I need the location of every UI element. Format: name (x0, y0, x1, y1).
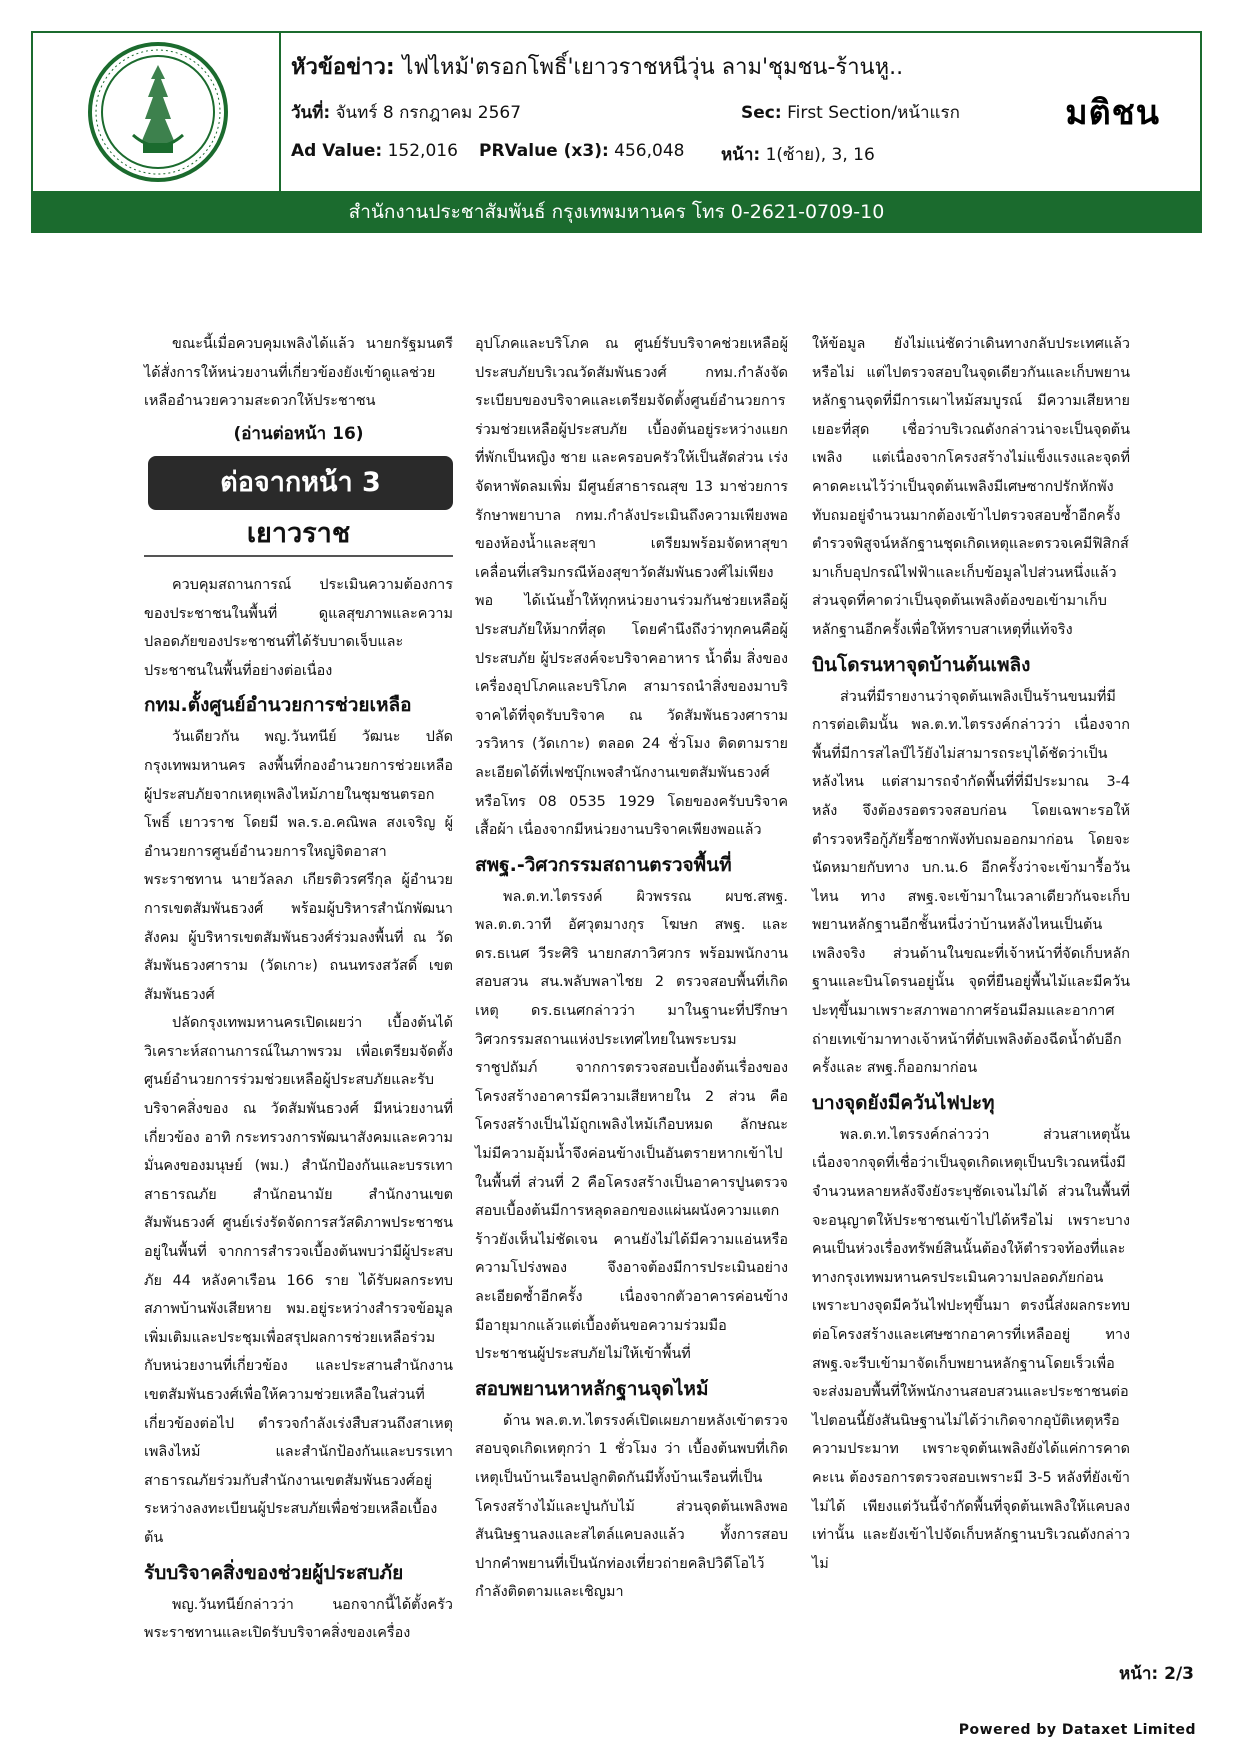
paragraph: ปลัดกรุงเทพมหานครเปิดเผยว่า เบื้องต้นได้วิเคราะห์สถานการณ์ในภาพรวม เพื่อเตรียมจัดตั้งศูนย์อำนวยการร่วมช่วยเหลือผู้ประสบภัยและรับบริจาคสิ่งของ ณ วัดสัมพันธวงศ์ มีหน่วยงานที่เกี่ยวข้อง อาทิ กระทรวงการพัฒนาสังคมและความมั่นคงของมนุษย์ (พม.) สำนักป้องกันและบรรเทาสาธารณภัย สำนักอนามัย สำนักงานเขตสัมพันธวงศ์ ศูนย์เร่งรัดจัดการสวัสดิภาพประชาชน อยู่ในพื้นที่ จากการสำรวจเบื้องต้นพบว่ามีผู้ประสบภัย 44 หลังคาเรือน 166 ราย ได้รับผลกระทบสภาพบ้านพังเสียหาย พม.อยู่ระหว่างสำรวจข้อมูลเพิ่มเติมและประชุมเพื่อสรุปผลการช่วยเหลือร่วมกับหน่วยงานที่เกี่ยวข้อง และประสานสำนักงานเขตสัมพันธวงศ์เพื่อให้ความช่วยเหลือในส่วนที่เกี่ยวข้องต่อไป ตำรวจกำลังเร่งสืบสวนถึงสาเหตุเพลิงไหม้ และสำนักป้องกันและบรรเทาสาธารณภัยร่วมกับสำนักงานเขตสัมพันธวงศ์อยู่ระหว่างลงทะเบียนผู้ประสบภัยเพื่อช่วยเหลือเบื้องต้น (144, 1015, 453, 1546)
headline-label: หัวข้อข่าว: (291, 55, 395, 80)
ad-label: Ad Value: (291, 141, 383, 161)
date-value: จันทร์ 8 กรกฎาคม 2567 (335, 103, 522, 123)
publication-brand: มติชน (1065, 93, 1160, 133)
subheading: บางจุดยังมีควันไฟปะทุ (812, 1091, 995, 1114)
value-row (291, 141, 991, 165)
date-row (291, 99, 991, 126)
pr-label: PRValue (x3): (479, 141, 609, 161)
sec-value: First Section/หน้าแรก (787, 103, 960, 123)
read-more-note: (อ่านต่อหน้า 16) (233, 423, 364, 444)
headline (291, 49, 991, 84)
subheading: บินโดรนหาจุดบ้านต้นเพลิง (812, 653, 1031, 676)
paragraph: ให้ข้อมูล ยังไม่แน่ชัดว่าเดินทางกลับประเทศแล้วหรือไม่ แต่ไปตรวจสอบในจุดเดียวกันและเก็บพยานหลักฐานจุดที่มีการเผาไหม้สมบูรณ์ มีความเสียหายเยอะที่สุด เชื่อว่าบริเวณดังกล่าวน่าจะเป็นจุดต้นเพลิง แต่เนื่องจากโครงสร้างไม่แข็งแรงและจุดที่คาดคะเนไว้ว่าเป็นจุดต้นเพลิงมีเศษซากปรักหักพังทับถมอยู่จำนวนมากต้องเข้าไปตรวจสอบซ้ำอีกครั้ง ตำรวจพิสูจน์หลักฐานชุดเกิดเหตุและตรวจเคมีฟิสิกส์มาเก็บอุปกรณ์ไฟฟ้าและเก็บข้อมูลไปส่วนหนึ่งแล้ว ส่วนจุดที่คาดว่าเป็นจุดต้นเพลิงต้องขอเข้ามาเก็บหลักฐานอีกครั้งเพื่อให้ทราบสาเหตุที่แท้จริง (812, 336, 1130, 638)
paragraph: พล.ต.ท.ไตรรงค์กล่าวว่า ส่วนสาเหตุนั้นเนื่องจากจุดที่เชื่อว่าเป็นจุดเกิดเหตุเป็นบริเวณหนึ่งมีจำนวนหลายหลังจึงยังระบุชัดเจนไม่ได้ ส่วนในพื้นที่จะอนุญาตให้ประชาชนเข้าไปได้หรือไม่ เพราะบางคนเป็นห่วงเรื่องทรัพย์สินนั้นต้องให้ตำรวจท้องที่และทางกรุงเทพมหานครประเมินความปลอดภัยก่อน เพราะบางจุดมีควันไฟปะทุขึ้นมา ตรงนี้ส่งผลกระทบต่อโครงสร้างและเศษซากอาคารที่เหลืออยู่ ทาง สพฐ.จะรีบเข้ามาจัดเก็บพยานหลักฐานโดยเร็วเพื่อจะส่งมอบพื้นที่ให้พนักงานสอบสวนและประชาชนต่อไปตอนนี้ยังสันนิษฐานไม่ได้ว่าเกิดจากอุบัติเหตุหรือความประมาท เพราะจุดต้นเพลิงยังได้แค่การคาดคะเน ต้องรอการตรวจสอบเพราะมี 3-5 หลังที่ยังเข้าไม่ได้ เพียงแต่วันนี้จำกัดพื้นที่จุดต้นเพลิงให้แคบลงเท่านั้น และยังเข้าไปจัดเก็บหลักฐานบริเวณดังกล่าวไม่ (812, 1126, 1130, 1572)
article-column-3 (812, 330, 1130, 1578)
subheading: สพฐ.-วิศวกรรมสถานตรวจพื้นที่ (475, 853, 732, 876)
ad-value: 152,016 (387, 141, 458, 161)
page-value: 1(ซ้าย), 3, 16 (765, 145, 875, 165)
paragraph: พญ.วันทนีย์กล่าวว่า นอกจากนี้ได้ตั้งครัวพระราชทานและเปิดรับบริจาคสิ่งของเครื่อง (144, 1596, 453, 1642)
paragraph: พล.ต.ท.ไตรรงค์ ผิวพรรณ ผบช.สพฐ. พล.ต.ต.วาที อัศวุตมางกุร โฆษก สพฐ. และ ดร.ธเนศ วีระศิริ นายกสภาวิศวกร พร้อมพนักงานสอบสวน สน.พลับพลาไชย 2 ตรวจสอบพื้นที่เกิดเหตุ ดร.ธเนศกล่าวว่า มาในฐานะที่ปรึกษาวิศวกรรมสถานแห่งประเทศไทยในพระบรมราชูปถัมภ์ จากการตรวจสอบเบื้องต้นเรื่องของโครงสร้างอาคารมีความเสียหายใน 2 ส่วน คือโครงสร้างเป็นไม้ถูกเพลิงไหม้เกือบหมด ลักษณะไม่มีความอุ้มน้ำจึงค่อนข้างเป็นอันตรายหากเข้าไปในพื้นที่ ส่วนที่ 2 คือโครงสร้างเป็นอาคารปูนตรวจสอบเบื้องต้นมีการหลุดลอกของแผ่นผนังความแตกร้าวยังเห็นไม่ชัดเจน คานยังไม่ได้มีความแอ่นหรือความโปร่งพอง จึงอาจต้องมีการประเมินอย่างละเอียดซ้ำอีกครั้ง เนื่องจากตัวอาคารค่อนข้างมีอายุมากแล้วแต่เบื้องต้นขอความร่วมมือประชาชนผู้ประสบภัยไม่ให้เข้าพื้นที่ (475, 888, 788, 1363)
article-column-2 (475, 330, 788, 1607)
paragraph: ส่วนที่มีรายงานว่าจุดต้นเพลิงเป็นร้านขนมที่มีการต่อเติมนั้น พล.ต.ท.ไตรรงค์กล่าวว่า เนื่องจากพื้นที่มีการสไลป์ไว้ยังไม่สามารถระบุได้ชัดว่าเป็นหลังไหน แต่สามารถจำกัดพื้นที่ที่มีประมาณ 3-4 หลัง จึงต้องรอตรวจสอบก่อน โดยเฉพาะรอให้ตำรวจหรือกู้ภัยรื้อซากพังทับถมออกมาก่อน โดยจะนัดหมายกับทาง บก.น.6 อีกครั้งว่าจะเข้ามารื้อวันไหน ทาง สพฐ.จะเข้ามาในเวลาเดียวกันจะเก็บพยานหลักฐานอีกชั้นหนึ่งว่าบ้านหลังไหนเป็นต้นเพลิงจริง ส่วนด้านในขณะที่เจ้าหน้าที่จัดเก็บหลักฐานและบินโดรนอยู่นั้น จุดที่ยืนอยู่พื้นไม้และมีควันปะทุขึ้นมาเพราะสภาพอากาศร้อนมีลมและอากาศถ่ายเทเข้ามาทางเจ้าหน้าที่ดับเพลิงต้องฉีดน้ำดับอีกครั้งและ สพฐ.ก็ออกมาก่อน (812, 688, 1130, 1077)
paragraph: วันเดียวกัน พญ.วันทนีย์ วัฒนะ ปลัดกรุงเทพมหานคร ลงพื้นที่กองอำนวยการช่วยเหลือผู้ประสบภัยจากเหตุเพลิงไหม้ภายในชุมชนตรอกโพธิ์ เยาวราช โดยมี พล.ร.อ.คณิพล สงเจริญ ผู้อำนวยการศูนย์อำนวยการใหญ่จิตอาสาพระราชทาน นายวัลลภ เกียรติวรศรีกุล ผู้อำนวยการเขตสัมพันธวงศ์ พร้อมผู้บริหารสำนักพัฒนาสังคม ผู้บริหารเขตสัมพันธวงศ์ร่วมลงพื้นที่ ณ วัดสัมพันธวงศาราม (วัดเกาะ) ถนนทรงสวัสดิ์ เขตสัมพันธวงศ์ (144, 729, 453, 1003)
paragraph: ควบคุมสถานการณ์ ประเมินความต้องการของประชาชนในพื้นที่ ดูแลสุขภาพและความปลอดภัยของประชาชนที่ได้รับบาดเจ็บและประชาชนในพื้นที่อย่างต่อเนื่อง (144, 576, 453, 679)
meta-area (291, 33, 1031, 191)
logo-area (33, 33, 281, 191)
page-info (721, 141, 875, 168)
subheading: รับบริจาคสิ่งของช่วยผู้ประสบภัย (144, 1561, 404, 1584)
headline-text: ไฟไหม้'ตรอกโพธิ์'เยาวราชหนีวุ่น ลาม'ชุมชน-ร้านหู.. (402, 55, 904, 80)
bma-seal-icon (73, 39, 243, 185)
subheading: สอบพยานหาหลักฐานจุดไหม้ (475, 1377, 709, 1400)
office-bar: สำนักงานประชาสัมพันธ์ กรุงเทพมหานคร โทร 0-2621-0709-10 (33, 191, 1200, 233)
continued-box: ต่อจากหน้า 3 (148, 456, 453, 510)
intro-paragraph: ขณะนี้เมื่อควบคุมเพลิงได้แล้ว นายกรัฐมนตรีได้สั่งการให้หน่วยงานที่เกี่ยวข้องยังเข้าดูแลช่วยเหลืออำนวยความสะดวกให้ประชาชน (144, 336, 453, 410)
article-column-1 (144, 330, 453, 1648)
section-divider (144, 555, 453, 557)
subheading: กทม.ตั้งศูนย์อำนวยการช่วยเหลือ (144, 694, 412, 717)
paragraph: ด้าน พล.ต.ท.ไตรรงค์เปิดเผยภายหลังเข้าตรวจสอบจุดเกิดเหตุกว่า 1 ชั่วโมง ว่า เบื้องต้นพบที่เกิดเหตุเป็นบ้านเรือนปลูกติดกันมีทั้งบ้านเรือนที่เป็นโครงสร้างไม้และปูนกับไม้ ส่วนจุดต้นเพลิงพอสันนิษฐานลงและสไตล์แคบลงแล้ว ทั้งการสอบปากคำพยานที่เป็นนักท่องเที่ยวถ่ายคลิปวิดีโอไว้กำลังติดตามและเชิญมา (475, 1412, 788, 1601)
page-number: หน้า: 2/3 (1119, 1664, 1194, 1684)
date-label: วันที่: (291, 103, 331, 123)
section-info (741, 99, 960, 126)
page-label: หน้า: (721, 145, 761, 165)
pr-value: 456,048 (614, 141, 685, 161)
powered-by: Powered by Dataxet Limited (958, 1722, 1196, 1738)
paragraph: อุปโภคและบริโภค ณ ศูนย์รับบริจาคช่วยเหลือผู้ประสบภัยบริเวณวัดสัมพันธวงศ์ กทม.กำลังจัดระเบียบของบริจาคและเตรียมจัดตั้งศูนย์อำนวยการร่วมช่วยเหลือผู้ประสบภัย เบื้องต้นอยู่ระหว่างแยกที่พักเป็นหญิง ชาย และครอบครัวให้เป็นสัดส่วน เร่งจัดหาพัดลมเพิ่ม มีศูนย์สาธารณสุข 13 มาช่วยการรักษาพยาบาล กทม.กำลังประเมินถึงความเพียงพอของห้องน้ำและสุขา เตรียมพร้อมจัดหาสุขาเคลื่อนที่เสริมกรณีห้องสุขาวัดสัมพันธวงศ์ไม่เพียงพอ ได้เน้นย้ำให้ทุกหน่วยงานร่วมกันช่วยเหลือผู้ประสบภัยให้มากที่สุด โดยคำนึงถึงว่าทุกคนคือผู้ประสบภัย ผู้ประสงค์จะบริจาคอาหาร น้ำดื่ม สิ่งของเครื่องอุปโภคและบริโภค สามารถนำสิ่งของมาบริจาคได้ที่จุดรับบริจาค ณ วัดสัมพันธวงศาราม วรวิหาร (วัดเกาะ) ตลอด 24 ชั่วโมง ติดตามรายละเอียดได้ที่เฟซบุ๊กเพจสำนักงานเขตสัมพันธวงศ์ หรือโทร 08 0535 1929 โดยของครับบริจาคเสื้อผ้า เนื่องจากมีหน่วยงานบริจาคเพียงพอแล้ว (475, 336, 788, 839)
sec-label: Sec: (741, 103, 782, 123)
section-title: เยาวราช (246, 518, 351, 550)
clipping-header (31, 31, 1202, 233)
pr-info (479, 141, 684, 161)
